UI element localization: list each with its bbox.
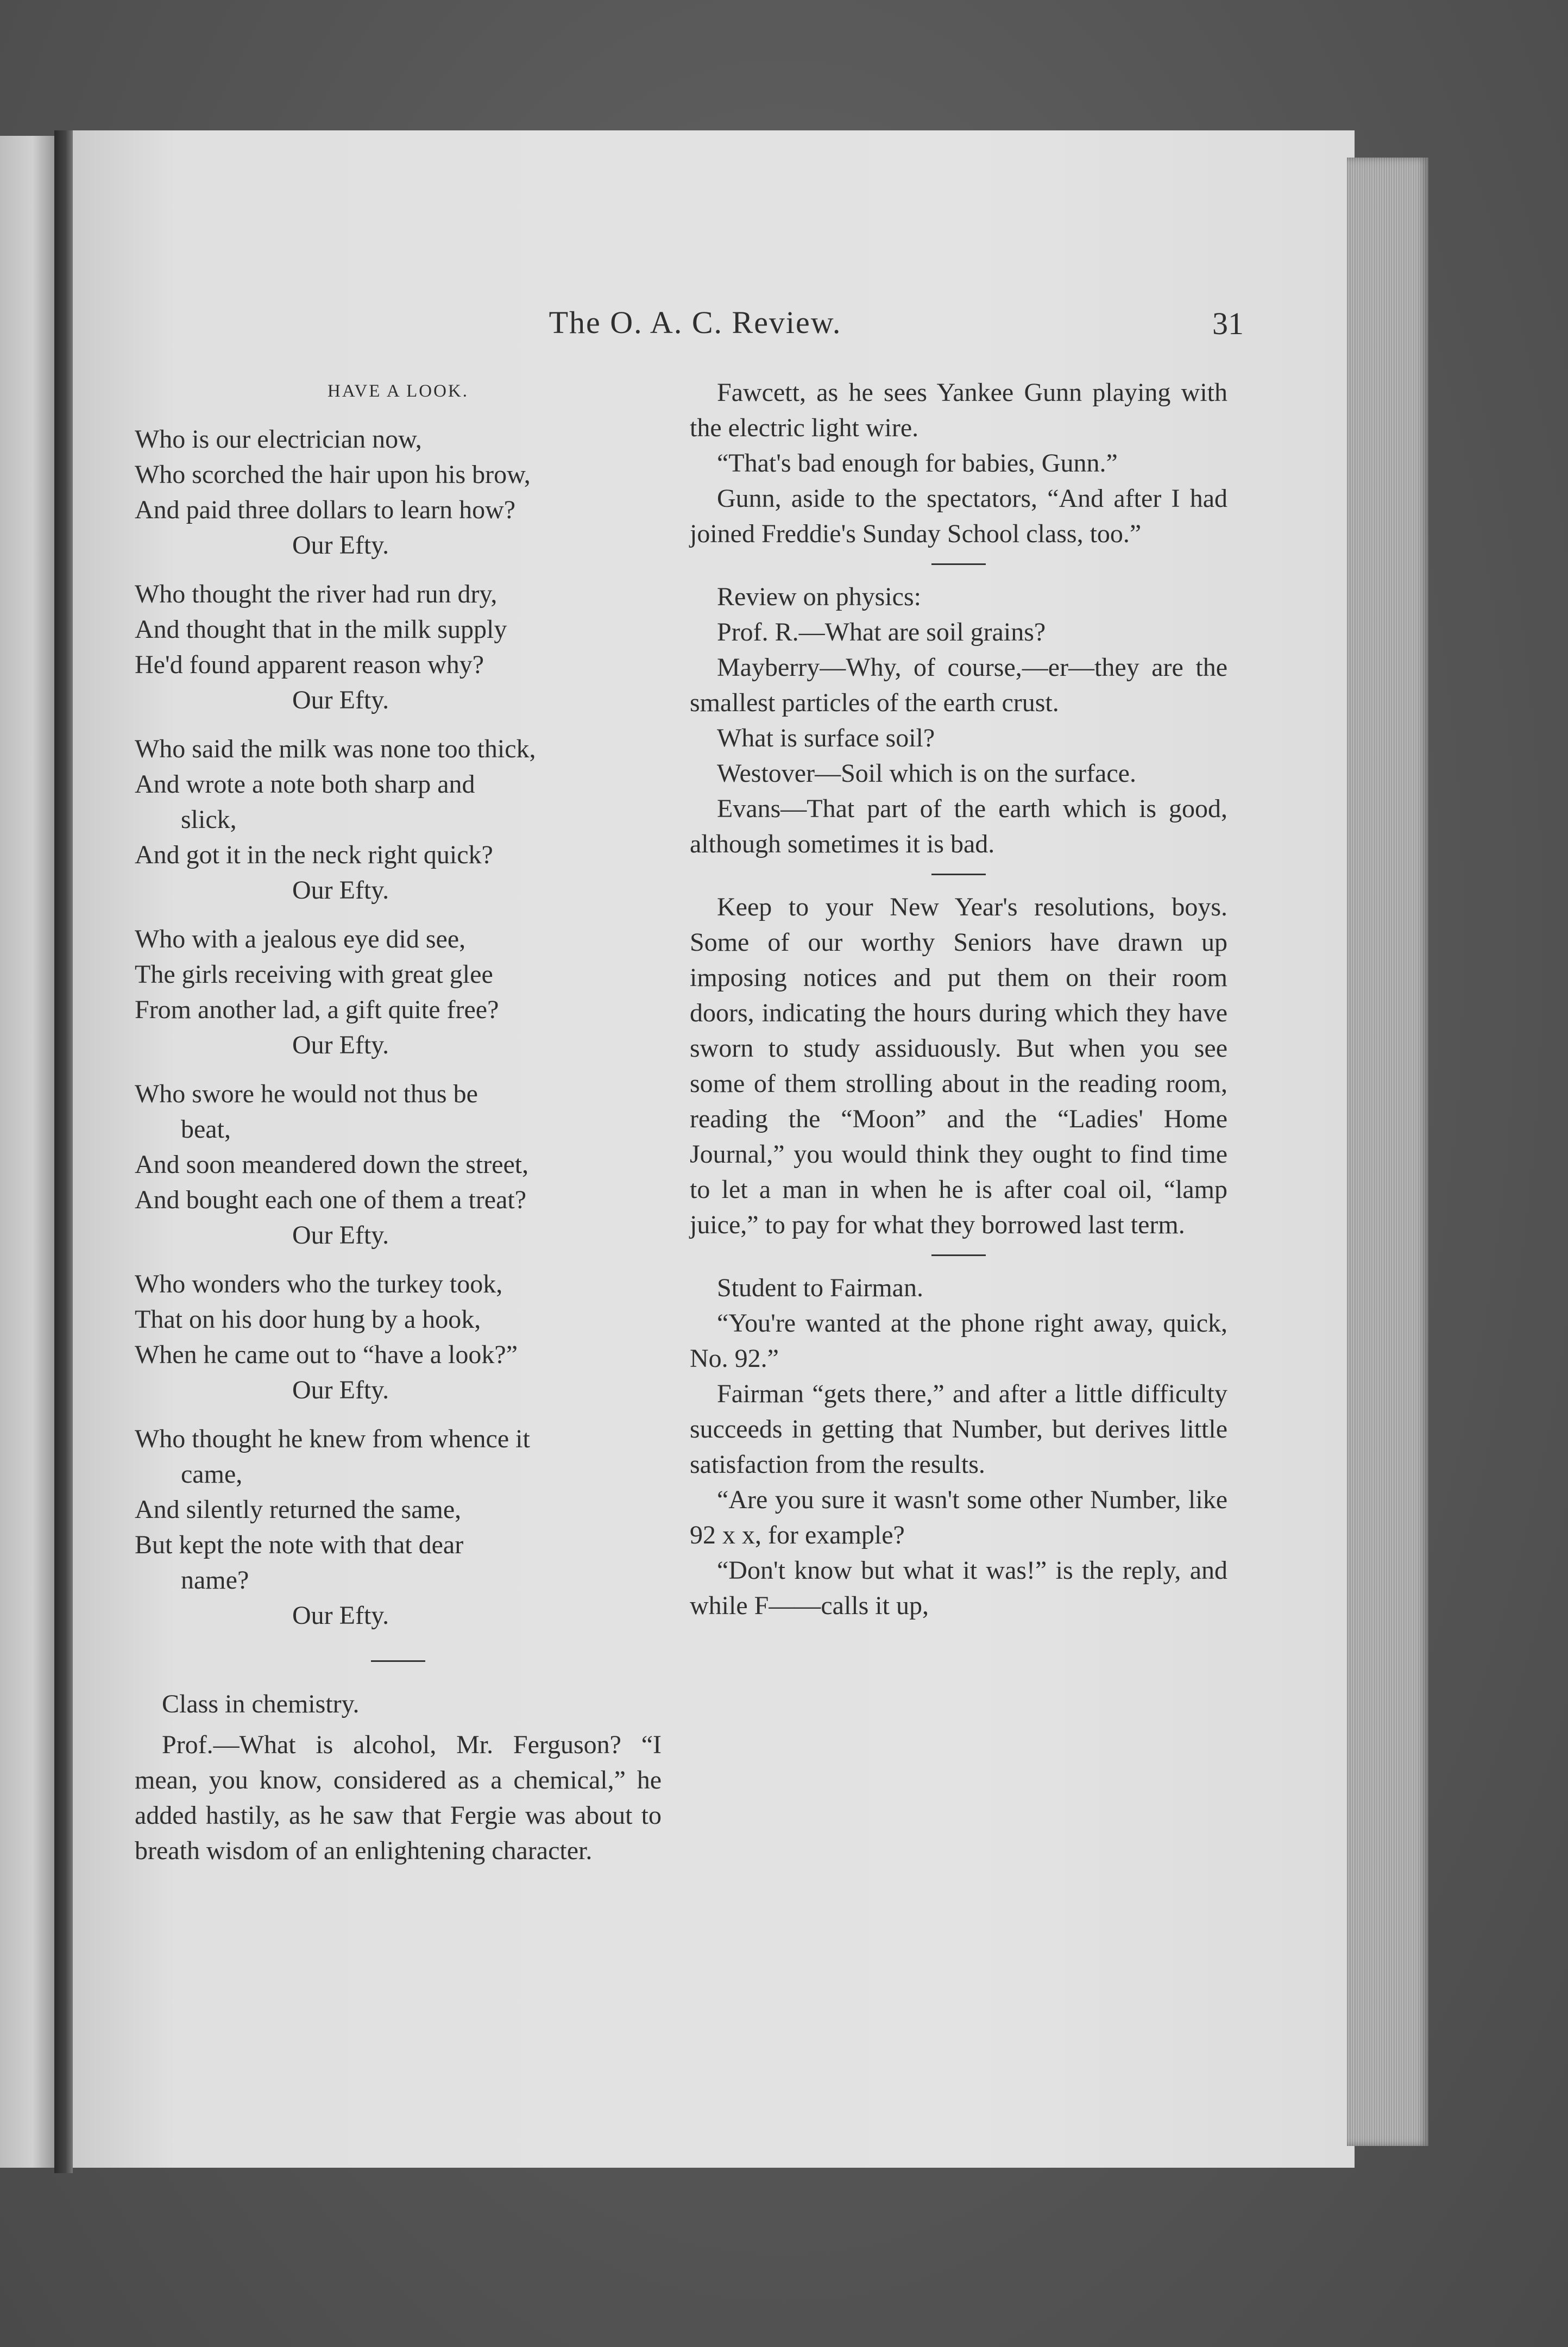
poem-refrain: Our Efty.: [292, 876, 389, 905]
poem-line: slick,: [181, 805, 237, 834]
physics-line: What is surface soil?: [717, 724, 935, 752]
poem-line: And got it in the neck right quick?: [135, 840, 493, 869]
poem-line: name?: [181, 1566, 249, 1595]
left-column: [135, 375, 662, 1868]
chemistry-heading: Class in chemistry.: [162, 1690, 360, 1718]
poem-stanza: [135, 1076, 662, 1253]
physics-line: Evans—That part of the earth which is good, although sometimes it is bad.: [690, 794, 1227, 858]
poem-stanza: [135, 1421, 662, 1633]
page-block-edge: [1347, 158, 1428, 2146]
poem-line: Who is our electrician now,: [135, 425, 422, 454]
section-divider: [931, 874, 986, 875]
poem-line: But kept the note with that dear: [135, 1530, 464, 1559]
poem-line: And soon meandered down the street,: [135, 1150, 529, 1179]
fawcett-paragraph: Gunn, aside to the spectators, “And after I had joined Freddie's Sunday School class, too.”: [690, 484, 1227, 548]
resolutions-paragraph: Keep to your New Year's resolutions, boys. Some of our worthy Seniors have drawn up imposing notices and put them on their room doors, indicating the hours during which they have sworn to study assiduously. But when you see some of them strolling about in the reading room, reading the “Moon” and the “Ladies' Home Journal,” you would think they ought to find time to let a man in when he is after coal oil, “lamp juice,” to pay for what they borrowed last term.: [690, 893, 1227, 1239]
poem-line: The girls receiving with great glee: [135, 960, 493, 989]
poem-line: came,: [181, 1460, 243, 1489]
section-divider: [931, 1254, 986, 1256]
fairman-paragraph: “Are you sure it wasn't some other Number, like 92 x x, for example?: [690, 1485, 1227, 1549]
poem-refrain: Our Efty.: [292, 531, 389, 560]
right-column: [690, 375, 1227, 1623]
physics-line: Westover—Soil which is on the surface.: [717, 759, 1136, 788]
poem-stanza: [135, 921, 662, 1063]
poem-refrain: Our Efty.: [292, 1601, 389, 1630]
page-number: 31: [1212, 306, 1244, 341]
poem-refrain: Our Efty.: [292, 1221, 389, 1250]
poem-line: And thought that in the milk supply: [135, 615, 507, 644]
poem-line: And silently returned the same,: [135, 1495, 462, 1524]
poem-stanza: [135, 576, 662, 718]
fairman-paragraph: “Don't know but what it was!” is the reply, and while F——calls it up,: [690, 1556, 1227, 1620]
poem-refrain: Our Efty.: [292, 1031, 389, 1059]
poem-line: Who said the milk was none too thick,: [135, 735, 536, 763]
poem-line: Who thought he knew from whence it: [135, 1424, 530, 1453]
physics-line: Prof. R.—What are soil grains?: [717, 618, 1046, 647]
poem-line: Who swore he would not thus be: [135, 1080, 478, 1108]
physics-line: Mayberry—Why, of course,—er—they are the smallest particles of the earth crust.: [690, 653, 1227, 717]
poem-line: Who scorched the hair upon his brow,: [135, 460, 531, 489]
poem-line: Who thought the river had run dry,: [135, 580, 498, 608]
fairman-heading: Student to Fairman.: [717, 1273, 923, 1302]
book-gutter: [54, 130, 73, 2173]
poem-stanza: [135, 731, 662, 908]
fawcett-paragraph: “That's bad enough for babies, Gunn.”: [717, 449, 1118, 478]
poem-line: And bought each one of them a treat?: [135, 1185, 527, 1214]
poem-line: He'd found apparent reason why?: [135, 650, 484, 679]
fawcett-paragraph: Fawcett, as he sees Yankee Gunn playing with the electric light wire.: [690, 378, 1227, 442]
running-head: The O. A. C. Review.: [549, 305, 842, 340]
poem-line: That on his door hung by a hook,: [135, 1305, 481, 1334]
poem-stanza: [135, 1266, 662, 1408]
fairman-paragraph: “You're wanted at the phone right away, quick, No. 92.”: [690, 1309, 1227, 1373]
poem-line: And paid three dollars to learn how?: [135, 495, 516, 524]
section-divider: [371, 1660, 425, 1662]
fairman-paragraph: Fairman “gets there,” and after a little difficulty succeeds in getting that Number, but derives little satisfaction from the results.: [690, 1379, 1227, 1479]
physics-heading: Review on physics:: [717, 582, 921, 611]
poem-refrain: Our Efty.: [292, 1376, 389, 1404]
poem-refrain: Our Efty.: [292, 686, 389, 714]
poem-stanza: [135, 422, 662, 563]
chemistry-paragraph: Prof.—What is alcohol, Mr. Ferguson? “I mean, you know, considered as a chemical,” he added hastily, as he saw that Fergie was about to breath wisdom of an enlightening character.: [135, 1730, 662, 1865]
poem-title: HAVE A LOOK.: [328, 381, 469, 401]
poem-line: From another lad, a gift quite free?: [135, 995, 499, 1024]
poem-line: And wrote a note both sharp and: [135, 770, 475, 799]
poem-line: beat,: [181, 1115, 231, 1144]
section-divider: [931, 563, 986, 565]
poem-line: Who wonders who the turkey took,: [135, 1270, 503, 1298]
poem-line: Who with a jealous eye did see,: [135, 925, 466, 953]
poem-line: When he came out to “have a look?”: [135, 1340, 518, 1369]
facing-page-edge: [0, 136, 54, 2168]
